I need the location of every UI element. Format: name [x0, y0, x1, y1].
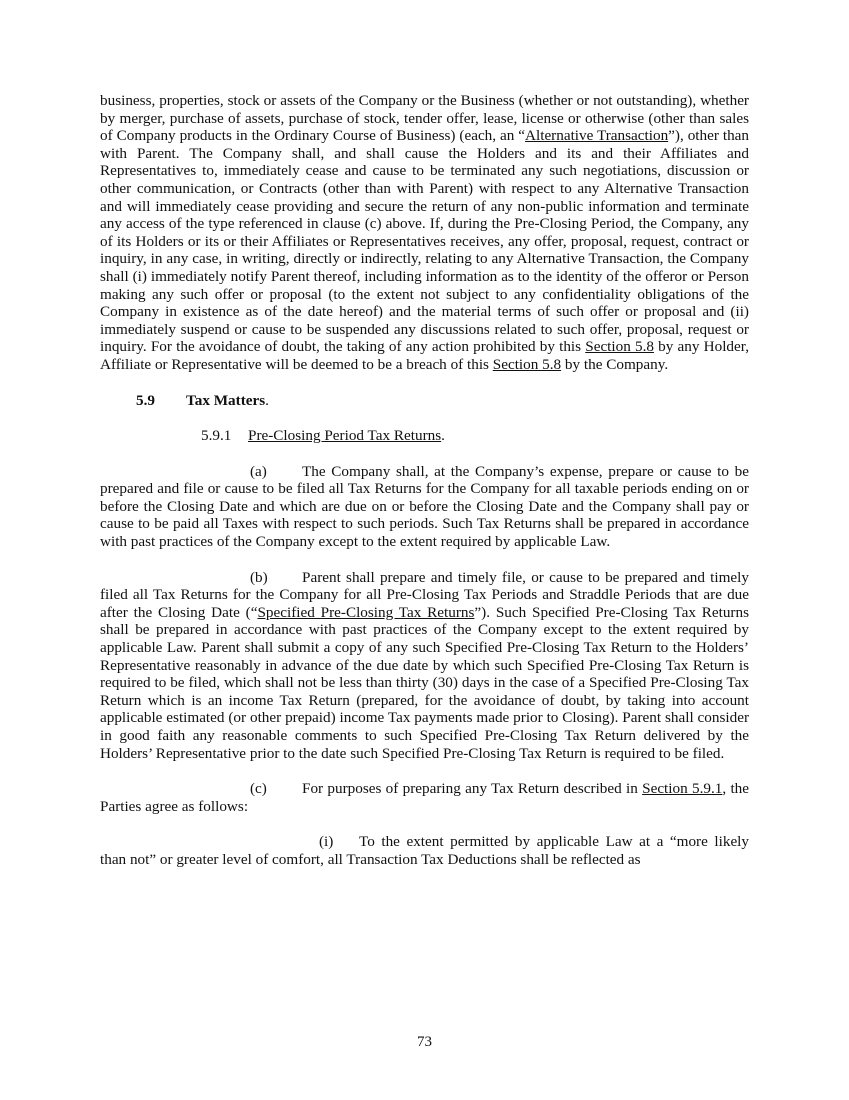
section-number: 5.9: [136, 391, 155, 409]
paragraph-text: The Company shall, at the Company’s expense, prepare or cause to be prepared and file or cause to be filed all Tax Returns for the Company for all taxable periods ending on or before the Closing Date and which are due on or before the Closing Date and the Company shall pay or cause to be paid all Taxes with respect to such periods. Such Tax Returns shall be prepared in accordance with past practices of the Company except to the extent required by applicable Law.: [100, 462, 749, 551]
paragraph-a: [100, 463, 749, 551]
defined-term-alternative-transaction: Alternative Transaction: [525, 127, 669, 145]
section-heading-5-9-1: [100, 427, 749, 445]
paragraph-c-i: [100, 833, 749, 868]
paragraph-text: To the extent permitted by applicable Law at a “more likely than not” or greater level of comfort, all Transaction Tax Deductions shall be reflected as: [100, 833, 749, 868]
paragraph-text: Parent shall prepare and timely file, or cause to be prepared and timely filed all Tax Returns for the Company for all Pre-Closing Tax Periods and Straddle Periods that are due after the Closing Date (“: [100, 568, 749, 621]
section-title: Pre-Closing Period Tax Returns: [248, 427, 442, 445]
cross-reference-section-5-9-1: Section 5.9.1: [642, 780, 723, 798]
paragraph-text: For purposes of preparing any Tax Return described in: [302, 780, 643, 798]
section-heading-5-9: [100, 392, 749, 410]
paragraph-text: by any Holder, Affiliate or Representative will be deemed to be a breach of this: [100, 338, 750, 373]
cross-reference-section-5-8: Section 5.8: [585, 338, 654, 356]
paragraph-label: (i): [319, 833, 334, 851]
cross-reference-section-5-8: Section 5.8: [492, 355, 562, 373]
paragraph-text: business, properties, stock or assets of the Company or the Business (whether or not outstanding), whether by merger, purchase of assets, purchase of stock, tender offer, lease, license or otherwise (other than sales of Company products in the Ordinary Course of Business) (each, an “: [100, 92, 749, 145]
paragraph-text: ”), other than with Parent. The Company shall, and shall cause the Holders and its and their Affiliates and Representatives to, immediately cease and cause to be terminated any such negotiations, discussion or other communication, or Contracts (other than with Parent) with respect to any Alternative Transaction and will immediately cease providing and secure the return of any non-public information and terminate any access of the type referenced in clause (c) above. If, during the Pre-Closing Period, the Company, any of its Holders or its or their Affiliates or Representatives receives, any offer, proposal, request, contract or inquiry, in any case, in writing, directly or indirectly, relating to any Alternative Transaction, the Company shall (i) immediately notify Parent thereof, including information as to the identity of the offeror or Person making any such offer or proposal (to the extent not subject to any confidentiality obligations of the Company in existence as of the date hereof) and the material terms of such offer or proposal and (ii) immediately suspend or cause to be suspended any discussions related to such offer, proposal, request or inquiry. For the avoidance of doubt, the taking of any action prohibited by this: [100, 127, 749, 356]
paragraph-label: (b): [250, 568, 268, 586]
paragraph-c: [100, 780, 749, 815]
paragraph-label: (c): [250, 780, 267, 798]
document-page: [100, 92, 749, 869]
paragraph-text: by the Company.: [561, 355, 669, 373]
paragraph-text: ”). Such Specified Pre-Closing Tax Returns shall be prepared in accordance with past practices of the Company except to the extent required by applicable Law. Parent shall submit a copy of any such Specified Pre-Closing Tax Return to the Holders’ Representative reasonably in advance of the due date by which such Specified Pre-Closing Tax Return is required to be filed, which shall not be less than thirty (30) days in the case of a Specified Pre-Closing Tax Return which is an income Tax Return (prepared, for the avoidance of doubt, by taking into account applicable estimated (or other prepaid) income Tax payments made prior to Closing). Parent shall consider in good faith any reasonable comments to such Specified Pre-Closing Tax Return delivered by the Holders’ Representative prior to the date such Specified Pre-Closing Tax Return is required to be filed.: [100, 603, 749, 762]
paragraph-b: [100, 569, 749, 763]
heading-period: .: [265, 391, 269, 409]
page-number: 73: [417, 1034, 432, 1050]
heading-period: .: [441, 427, 445, 445]
paragraph-label: (a): [250, 462, 267, 480]
section-title: Tax Matters: [186, 391, 266, 409]
section-number: 5.9.1: [201, 427, 232, 445]
paragraph-text: , the Parties agree as follows:: [100, 780, 750, 815]
paragraph-alternative-transaction: [100, 92, 749, 374]
defined-term-specified-pre-closing-tax-returns: Specified Pre-Closing Tax Returns: [257, 603, 475, 621]
